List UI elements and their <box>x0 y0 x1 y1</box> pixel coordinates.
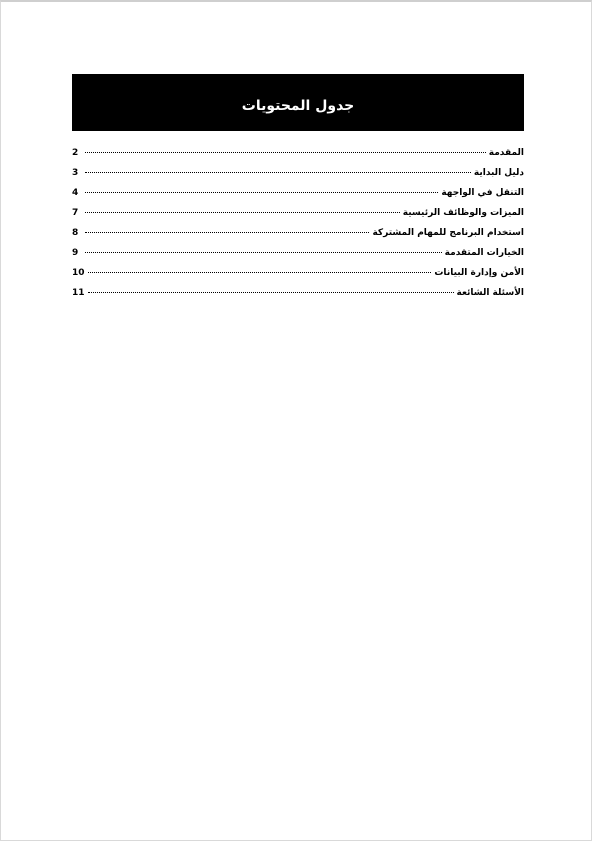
toc-entry-label: المقدمة <box>488 148 524 158</box>
toc-entry[interactable] <box>72 188 524 208</box>
toc-entry-page: 9 <box>72 248 79 258</box>
toc-entry-page: 7 <box>72 208 79 218</box>
toc-entry[interactable] <box>72 168 524 188</box>
toc-entry[interactable] <box>72 248 524 268</box>
dot-leader <box>85 232 369 233</box>
toc-entry-label: الميزات والوظائف الرئيسية <box>402 208 524 218</box>
dot-leader <box>85 172 471 173</box>
toc-title: جدول المحتويات <box>241 97 355 114</box>
dot-leader <box>85 212 400 213</box>
dot-leader <box>88 292 454 293</box>
toc-entry[interactable] <box>72 148 524 168</box>
toc-entry-label: التنقل في الواجهة <box>441 188 524 198</box>
toc-entry-label: الأسئلة الشائعة <box>456 288 524 298</box>
dot-leader <box>88 272 432 273</box>
toc-entry-page: 11 <box>72 288 85 298</box>
dot-leader <box>85 252 442 253</box>
toc-entry-label: الأمن وإدارة البيانات <box>434 268 524 278</box>
toc-entry-page: 4 <box>72 188 79 198</box>
toc-entry[interactable] <box>72 268 524 288</box>
toc-entry-page: 3 <box>72 168 79 178</box>
toc-entry[interactable] <box>72 228 524 248</box>
dot-leader <box>85 152 486 153</box>
toc-entry[interactable] <box>72 288 524 308</box>
toc-entry-page: 2 <box>72 148 79 158</box>
toc-entry[interactable] <box>72 208 524 228</box>
toc-entry-label: دليل البداية <box>473 168 524 178</box>
toc-list <box>72 148 524 308</box>
toc-header <box>72 74 524 131</box>
toc-entry-label: الخيارات المتقدمة <box>444 248 524 258</box>
dot-leader <box>85 192 438 193</box>
toc-entry-page: 8 <box>72 228 79 238</box>
toc-entry-label: استخدام البرنامج للمهام المشتركة <box>372 228 524 238</box>
toc-entry-page: 10 <box>72 268 85 278</box>
